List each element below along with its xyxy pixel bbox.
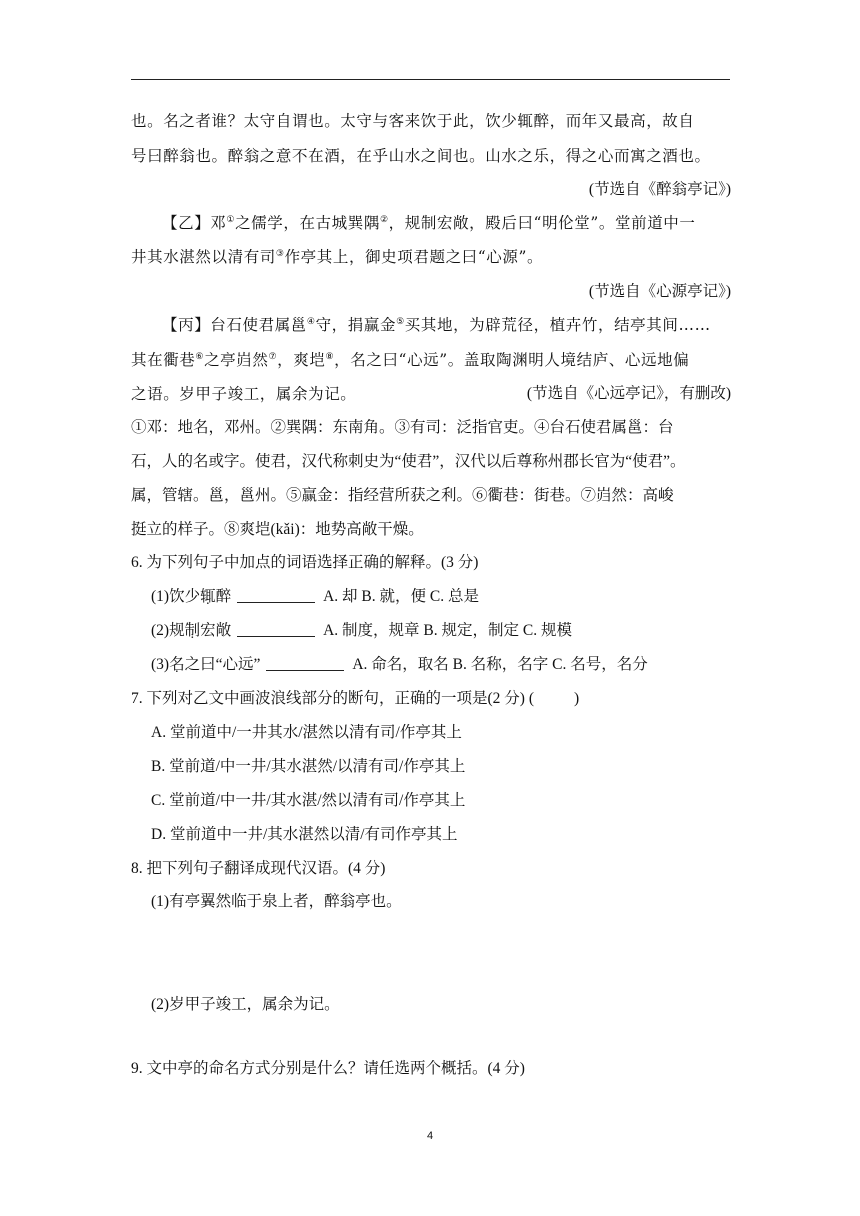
footnote-line: 属，管辖。邕，邕州。⑤赢金：指经营所获之利。⑥衢巷：街巷。⑦岿然：高峻 — [131, 487, 674, 504]
question-6-item-1: (1)饮少辄醉 A. 却 B. 就，便 C. 总是 — [151, 588, 479, 605]
question-9-stem: 9. 文中亭的命名方式分别是什么？请任选两个概括。(4 分) — [131, 1060, 525, 1077]
passage-bing-line: 【丙】台石使君属邕④守，捐赢金⑤买其地，为辟荒径，植卉竹，结亭其间…… — [162, 316, 711, 334]
footnote-line: ①邓：地名，邓州。②巽隅：东南角。③有司：泛指官吏。④台石使君属邕：台 — [131, 419, 674, 436]
footnote-marker: ⑥ — [195, 352, 205, 362]
source-citation: (节选自《心远亭记》，有删改) — [526, 385, 731, 402]
answer-blank[interactable] — [237, 622, 315, 637]
footnote-marker: ④ — [306, 317, 316, 327]
footnote-marker: ③ — [275, 249, 285, 259]
passage-yi-line: 【乙】邓①之儒学，在古城巽隅②，规制宏敞，殿后曰“明伦堂”。堂前道中一 — [162, 214, 696, 232]
footnote-marker: ⑤ — [396, 317, 405, 327]
answer-blank[interactable] — [266, 656, 344, 671]
option-d: D. 堂前道中一井/其水湛然以清/有司作亭其上 — [151, 826, 458, 843]
page-number: 4 — [426, 1130, 434, 1142]
dotted-word: 制 — [184, 622, 201, 639]
option-b: B. 堂前道/中一井/其水湛然/以清有司/作亭其上 — [151, 758, 466, 775]
footnote-marker: ⑧ — [325, 352, 335, 362]
header-rule — [131, 79, 730, 80]
question-6-item-2: (2)规制宏敞 A. 制度，规章 B. 规定，制定 C. 规模 — [151, 622, 572, 639]
passage-yi-line: 井其水湛然以清有司③作亭其上，御史项君题之曰“心源”。 — [131, 248, 544, 266]
footnote-line: 石，人的名或字。使君，汉代称刺史为“使君”，汉代以后尊称州郡长官为“使君”。 — [131, 453, 686, 470]
question-6-item-3: (3)名之曰“心远” A. 命名，取名 B. 名称，名字 C. 名号，名分 — [151, 656, 648, 673]
footnote-line: 挺立的样子。⑧爽垲(kǎi)：地势高敞干燥。 — [131, 521, 424, 538]
question-7-stem: 7. 下列对乙文中画波浪线部分的断句，正确的一项是(2 分) ( ) — [131, 690, 580, 707]
question-6-stem: 6. 为下列句子中加点的词语选择正确的解释。(3 分) — [131, 554, 479, 571]
text-line: 号曰醉翁也。醉翁之意不在酒，在乎山水之间也。山水之乐，得之心而寓之酒也。 — [131, 147, 711, 165]
question-8-item-1: (1)有亭翼然临于泉上者，醉翁亭也。 — [151, 893, 402, 910]
footnote-marker: ① — [226, 215, 236, 225]
footnote-marker: ② — [379, 215, 389, 225]
passage-bing-line: 其在衢巷⑥之亭岿然⑦，爽垲⑧，名之曰“心远”。盖取陶渊明人境结庐、心远地偏 — [131, 351, 690, 369]
dotted-word: 辄 — [200, 588, 216, 605]
source-citation: (节选自《心源亭记》) — [588, 283, 731, 300]
passage-bing-line: 之语。岁甲子竣工，属余为记。 (节选自《心远亭记》，有删改) — [131, 385, 731, 403]
question-8-stem: 8. 把下列句子翻译成现代汉语。(4 分) — [131, 860, 386, 877]
source-citation: (节选自《醉翁亭记》) — [588, 181, 731, 198]
footnote-marker: ⑦ — [268, 352, 278, 362]
question-8-item-2: (2)岁甲子竣工，属余为记。 — [151, 996, 340, 1013]
option-c: C. 堂前道/中一井/其水湛/然以清有司/作亭其上 — [151, 792, 466, 809]
option-a: A. 堂前道中/一井其水/湛然以清有司/作亭其上 — [151, 724, 462, 741]
dotted-word: 名 — [169, 656, 185, 673]
answer-blank[interactable] — [237, 588, 315, 603]
text-line: 也。名之者谁？太守自谓也。太守与客来饮于此，饮少辄醉，而年又最高，故自 — [131, 112, 695, 130]
